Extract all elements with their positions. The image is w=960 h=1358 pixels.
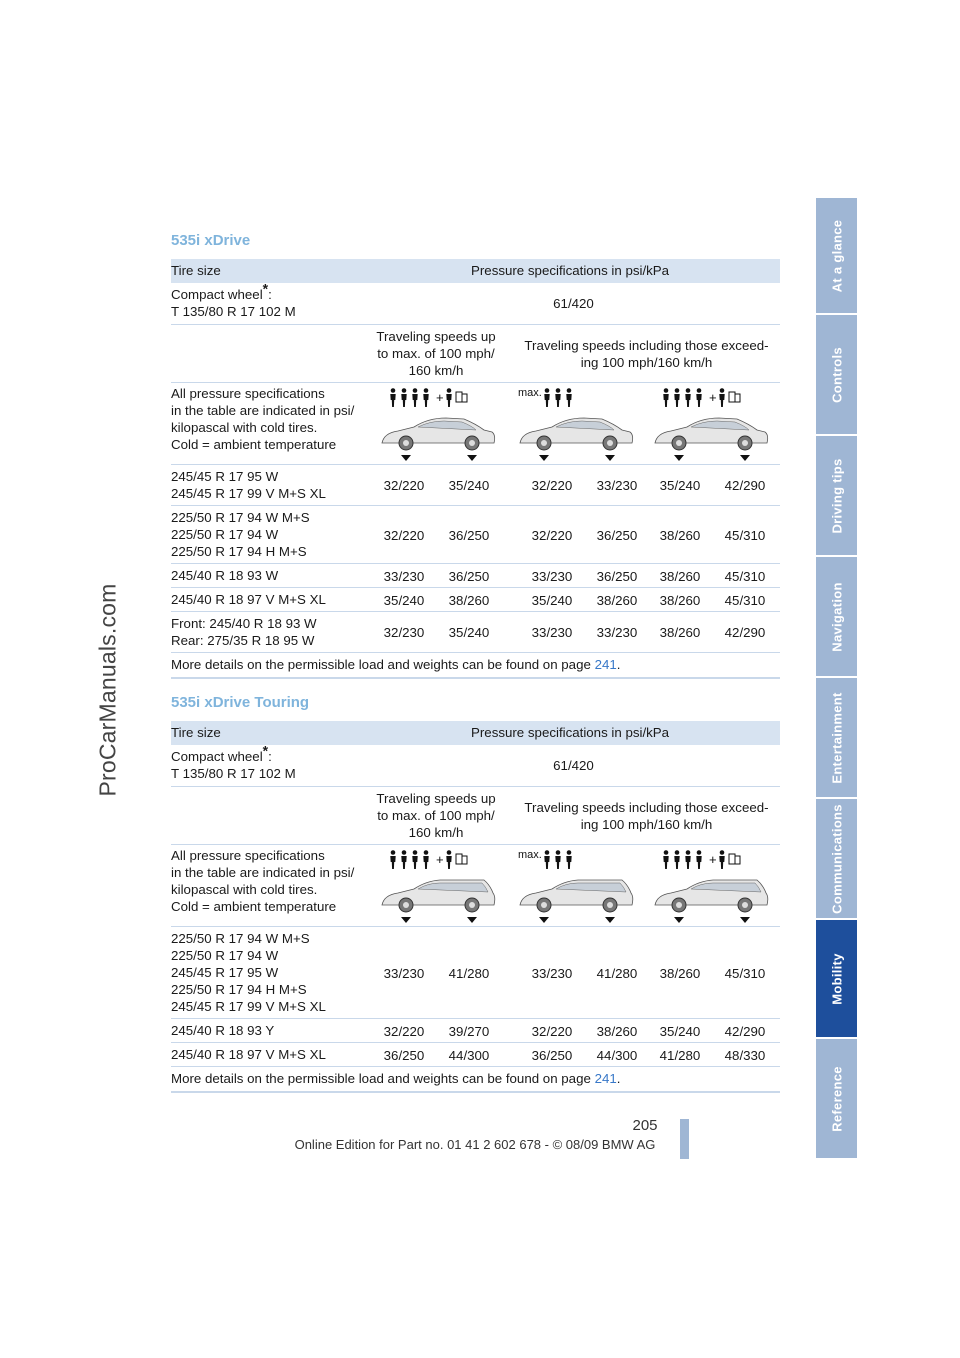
- footnote-period: .: [616, 657, 621, 672]
- pressure-note-line: in the table are indicated in psi/: [171, 865, 355, 880]
- pressure-value: 33/230: [531, 625, 573, 640]
- pressure-value: 35/240: [531, 593, 573, 608]
- pressure-value: 32/220: [383, 1024, 425, 1039]
- pressure-value: 38/260: [448, 593, 490, 608]
- load-icon-cell: [514, 385, 636, 463]
- svg-text:+: +: [436, 852, 444, 867]
- speed-high-heading: [513, 799, 780, 833]
- watermark: ProCarManuals.com: [94, 583, 121, 797]
- pressure-value: 32/220: [531, 1024, 573, 1039]
- pressure-note-line: Cold = ambient temperature: [171, 437, 337, 452]
- load-icon-cell: [376, 847, 498, 925]
- footnote-body: More details on the permissible load and weights can be found on page: [171, 657, 595, 672]
- car-load-sedan-full-icon: [649, 385, 771, 463]
- pressure-value: 35/240: [448, 478, 490, 493]
- load-icons-row: [171, 845, 780, 927]
- table-row: [171, 506, 780, 564]
- compact-wheel-text: Compact wheel: [171, 749, 263, 764]
- car-load-sedan-max-icon: [514, 385, 636, 463]
- chapter-tab-label: Communications: [829, 803, 844, 914]
- footnote-body: More details on the permissible load and weights can be found on page: [171, 1071, 595, 1086]
- header-tire-size: Tire size: [171, 725, 221, 740]
- tire-size: 225/50 R 17 94 W: [171, 948, 279, 963]
- page-reference-link[interactable]: 241: [594, 1071, 617, 1086]
- tire-size: Front: 245/40 R 18 93 W: [171, 616, 317, 631]
- speed-low-heading: [366, 790, 506, 841]
- tire-size: 245/40 R 18 97 V M+S XL: [171, 1047, 326, 1062]
- pressure-value: 38/260: [596, 1024, 638, 1039]
- compact-wheel-row: [171, 742, 780, 787]
- tire-size: 245/40 R 18 93 Y: [171, 1023, 275, 1038]
- tire-size-cell: [171, 468, 326, 502]
- tire-size-cell: [171, 1022, 274, 1039]
- speed-header-row: [171, 787, 780, 845]
- car-load-sedan-full-icon: [376, 385, 498, 463]
- speed-high-heading: [513, 337, 780, 371]
- pressure-value: 36/250: [596, 528, 638, 543]
- chapter-tab-label: Mobility: [829, 952, 844, 1005]
- compact-wheel-label: [171, 280, 296, 320]
- tire-size-cell: [171, 930, 326, 1015]
- tire-size: 245/45 R 17 99 V M+S XL: [171, 486, 326, 501]
- optional-star: *: [262, 742, 269, 759]
- compact-wheel-colon: :: [268, 287, 272, 302]
- section-title-sedan: 535i xDrive: [171, 232, 251, 249]
- pressure-value: 32/220: [383, 528, 425, 543]
- header-pressure: Pressure specifications in psi/kPa: [471, 725, 670, 740]
- pressure-note: [171, 385, 371, 453]
- pressure-value: 38/260: [596, 593, 638, 608]
- speed-low-line: 160 km/h: [408, 363, 464, 378]
- compact-wheel-colon: :: [268, 749, 272, 764]
- pressure-value: 33/230: [531, 966, 573, 981]
- svg-text:+: +: [709, 852, 717, 867]
- pressure-value: 35/240: [383, 593, 425, 608]
- pressure-value: 36/250: [448, 528, 490, 543]
- pressure-note-line: All pressure specifications: [171, 848, 325, 863]
- table-row: [171, 1019, 780, 1043]
- tire-size: 245/40 R 18 93 W: [171, 568, 279, 583]
- chapter-tab-label: Reference: [829, 1065, 844, 1132]
- tire-size: 245/45 R 17 95 W: [171, 469, 279, 484]
- max-load-label: max.: [518, 387, 542, 399]
- table-row: [171, 564, 780, 588]
- speed-low-line: to max. of 100 mph/: [377, 346, 495, 361]
- pressure-value: 38/260: [659, 569, 701, 584]
- car-load-wagon-max-icon: [514, 847, 636, 925]
- compact-wheel-title: [171, 742, 296, 765]
- pressure-value: 33/230: [383, 966, 425, 981]
- chapter-tab-navigation[interactable]: [816, 557, 857, 678]
- table-row: [171, 1043, 780, 1067]
- pressure-value: 41/280: [659, 1048, 701, 1063]
- pressure-note-line: in the table are indicated in psi/: [171, 403, 355, 418]
- car-load-wagon-full-icon: [649, 847, 771, 925]
- speed-low-line: to max. of 100 mph/: [377, 808, 495, 823]
- chapter-tab-strip: [816, 198, 857, 1160]
- pressure-value: 45/310: [724, 569, 766, 584]
- pressure-note-line: kilopascal with cold tires.: [171, 420, 318, 435]
- tire-size: 225/50 R 17 94 W M+S: [171, 931, 310, 946]
- load-icon-cell: [376, 385, 498, 463]
- pressure-value: 32/230: [383, 625, 425, 640]
- footer-edition: Online Edition for Part no. 01 41 2 602 678 - © 08/09 BMW AG: [294, 1137, 656, 1152]
- speed-low-line: Traveling speeds up: [376, 791, 496, 806]
- pressure-note: [171, 847, 371, 915]
- pressure-value: 41/280: [596, 966, 638, 981]
- pressure-value: 32/220: [383, 478, 425, 493]
- section-title-touring: 535i xDrive Touring: [171, 694, 310, 711]
- pressure-value: 38/260: [659, 528, 701, 543]
- tire-size-cell: [171, 615, 317, 649]
- compact-wheel-label: [171, 742, 296, 782]
- speed-low-line: 160 km/h: [408, 825, 464, 840]
- load-icon-cell: [649, 385, 771, 463]
- header-tire-size: Tire size: [171, 263, 221, 278]
- compact-wheel-size: T 135/80 R 17 102 M: [171, 304, 296, 319]
- pressure-value: 44/300: [596, 1048, 638, 1063]
- table-row: [171, 465, 780, 506]
- pressure-value: 32/220: [531, 528, 573, 543]
- chapter-tab-mobility[interactable]: [816, 920, 857, 1039]
- pressure-value: 35/240: [659, 478, 701, 493]
- tire-size: 225/50 R 17 94 H M+S: [171, 982, 307, 997]
- table-row: [171, 588, 780, 612]
- svg-text:+: +: [709, 390, 717, 405]
- pressure-value: 33/230: [596, 478, 638, 493]
- pressure-value: 35/240: [448, 625, 490, 640]
- pressure-note-line: kilopascal with cold tires.: [171, 882, 318, 897]
- tire-size-cell: [171, 591, 326, 608]
- pressure-value: 39/270: [448, 1024, 490, 1039]
- speed-high-line: Traveling speeds including those exceed-: [524, 800, 769, 815]
- pressure-value: 36/250: [383, 1048, 425, 1063]
- speed-header-row: [171, 325, 780, 383]
- header-pressure: Pressure specifications in psi/kPa: [471, 263, 670, 278]
- chapter-tab-label: At a glance: [829, 219, 844, 292]
- chapter-tab-at-a-glance[interactable]: [816, 198, 857, 315]
- pressure-table-sedan: [171, 259, 780, 679]
- pressure-value: 38/260: [659, 966, 701, 981]
- load-icon-cell: [514, 847, 636, 925]
- pressure-value: 42/290: [724, 625, 766, 640]
- compact-wheel-value: 61/420: [553, 296, 594, 311]
- footnote-text: [171, 656, 620, 673]
- pressure-value: 41/280: [448, 966, 490, 981]
- pressure-value: 45/310: [724, 528, 766, 543]
- pressure-value: 36/250: [596, 569, 638, 584]
- tire-size-cell: [171, 509, 310, 560]
- chapter-tab-driving-tips[interactable]: [816, 436, 857, 557]
- tire-size: 245/45 R 17 99 V M+S XL: [171, 999, 326, 1014]
- table-row: [171, 612, 780, 653]
- pressure-value: 45/310: [724, 593, 766, 608]
- compact-wheel-text: Compact wheel: [171, 287, 263, 302]
- pressure-value: 48/330: [724, 1048, 766, 1063]
- table-footnote: [171, 1067, 780, 1093]
- tire-size: Rear: 275/35 R 18 95 W: [171, 633, 315, 648]
- pressure-value: 36/250: [531, 1048, 573, 1063]
- max-load-label: max.: [518, 849, 542, 861]
- speed-low-line: Traveling speeds up: [376, 329, 496, 344]
- pressure-value: 33/230: [383, 569, 425, 584]
- compact-wheel-value: 61/420: [553, 758, 594, 773]
- svg-text:+: +: [436, 390, 444, 405]
- tire-size: 225/50 R 17 94 H M+S: [171, 544, 307, 559]
- load-icons-row: [171, 383, 780, 465]
- pressure-note-line: Cold = ambient temperature: [171, 899, 337, 914]
- pressure-value: 42/290: [724, 1024, 766, 1039]
- pressure-value: 38/260: [659, 593, 701, 608]
- tire-size: 245/45 R 17 95 W: [171, 965, 279, 980]
- chapter-tab-entertainment[interactable]: [816, 678, 857, 799]
- optional-star: *: [262, 280, 269, 297]
- chapter-tab-communications[interactable]: [816, 799, 857, 920]
- footnote-text: [171, 1070, 620, 1087]
- speed-high-line: ing 100 mph/160 km/h: [580, 817, 713, 832]
- pressure-value: 36/250: [448, 569, 490, 584]
- pressure-value: 32/220: [531, 478, 573, 493]
- chapter-tab-label: Entertainment: [829, 691, 844, 784]
- footnote-period: .: [616, 1071, 621, 1086]
- compact-wheel-size: T 135/80 R 17 102 M: [171, 766, 296, 781]
- chapter-tab-reference[interactable]: [816, 1039, 857, 1160]
- tire-size: 225/50 R 17 94 W: [171, 527, 279, 542]
- pressure-table-touring: [171, 721, 780, 1093]
- footer-bar: [680, 1119, 689, 1159]
- pressure-note-line: All pressure specifications: [171, 386, 325, 401]
- tire-size-cell: [171, 567, 278, 584]
- chapter-tab-controls[interactable]: [816, 315, 857, 436]
- car-load-wagon-full-icon: [376, 847, 498, 925]
- tire-size-cell: [171, 1046, 326, 1063]
- page-reference-link[interactable]: 241: [594, 657, 617, 672]
- table-row: [171, 927, 780, 1019]
- pressure-value: 45/310: [724, 966, 766, 981]
- speed-low-heading: [366, 328, 506, 379]
- tire-size: 245/40 R 18 97 V M+S XL: [171, 592, 326, 607]
- chapter-tab-label: Driving tips: [829, 457, 844, 534]
- load-icon-cell: [649, 847, 771, 925]
- table-header: [171, 259, 780, 283]
- pressure-value: 44/300: [448, 1048, 490, 1063]
- compact-wheel-title: [171, 280, 296, 303]
- pressure-value: 33/230: [531, 569, 573, 584]
- chapter-tab-label: Controls: [829, 346, 844, 403]
- tire-size: 225/50 R 17 94 W M+S: [171, 510, 310, 525]
- speed-high-line: ing 100 mph/160 km/h: [580, 355, 713, 370]
- page-number: 205: [632, 1117, 658, 1134]
- compact-wheel-row: [171, 280, 780, 325]
- pressure-value: 35/240: [659, 1024, 701, 1039]
- table-header: [171, 721, 780, 745]
- chapter-tab-label: Navigation: [829, 581, 844, 652]
- table-footnote: [171, 653, 780, 679]
- pressure-value: 33/230: [596, 625, 638, 640]
- pressure-value: 38/260: [659, 625, 701, 640]
- pressure-value: 42/290: [724, 478, 766, 493]
- speed-high-line: Traveling speeds including those exceed-: [524, 338, 769, 353]
